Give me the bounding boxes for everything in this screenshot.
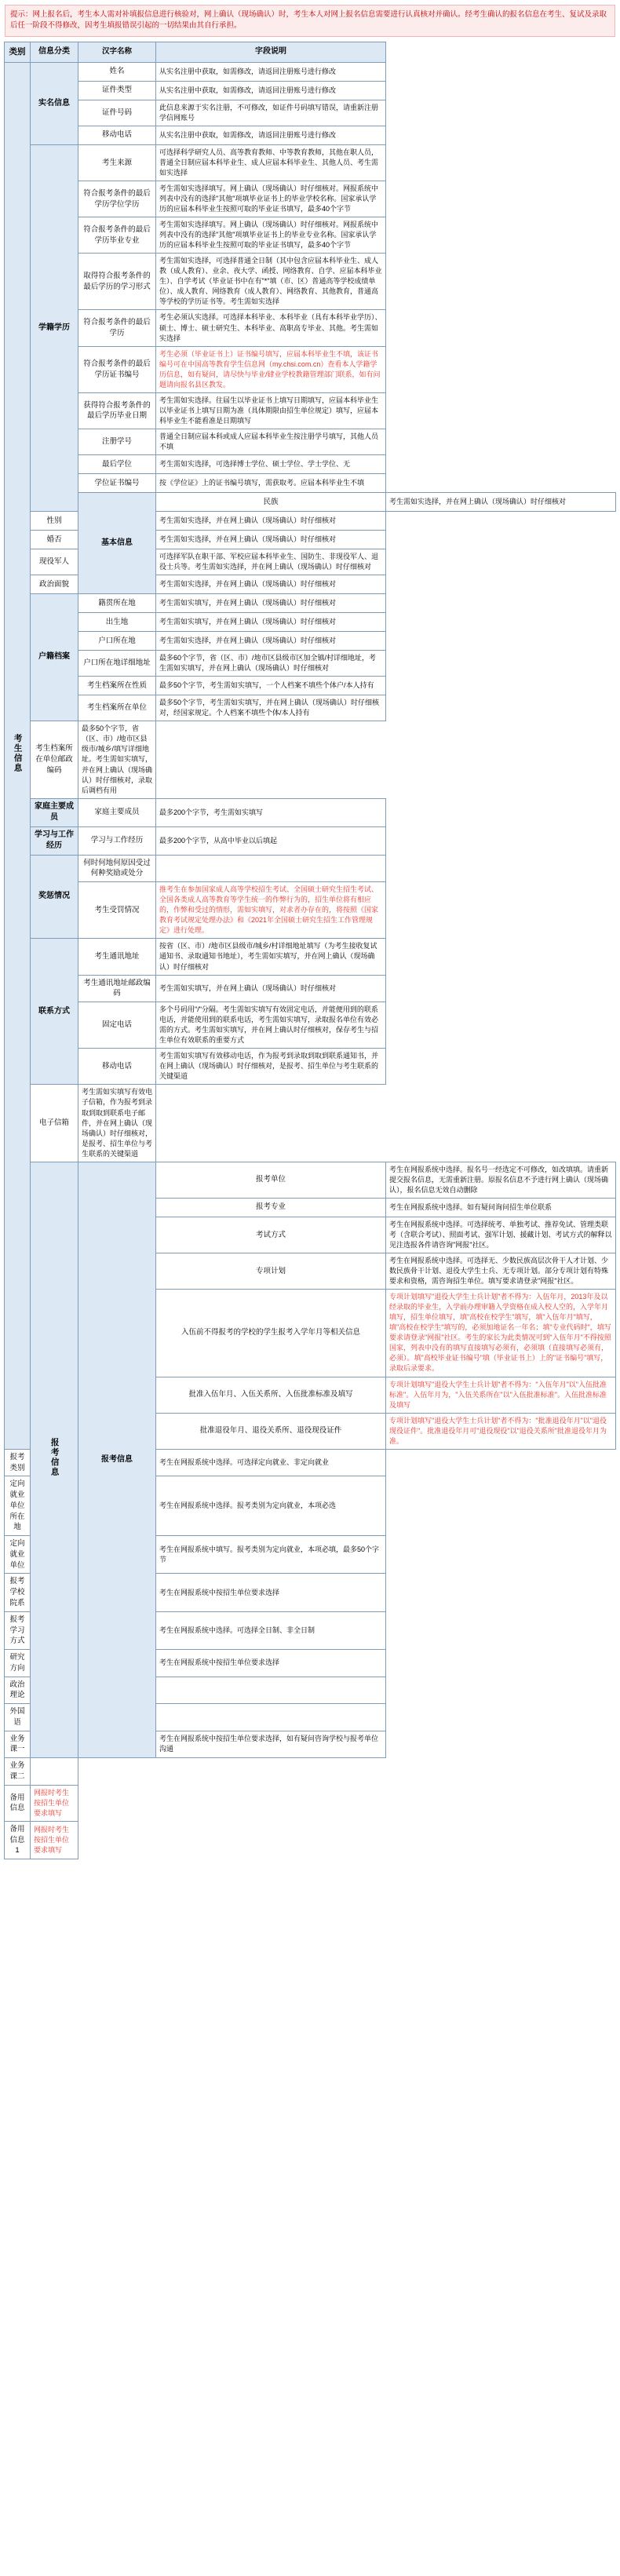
table-row (5, 429, 616, 454)
field-name-cell: 婚否 (31, 531, 78, 549)
table-row (5, 613, 616, 632)
table-row (5, 975, 616, 1002)
table-row (5, 100, 616, 126)
table-row (5, 1049, 616, 1085)
field-name-cell: 学位证书编号 (78, 474, 156, 493)
field-name-cell: 备用信息 (5, 1785, 31, 1821)
table-row (5, 651, 616, 677)
field-name-cell: 最后学位 (78, 455, 156, 474)
field-name-cell: 户口所在地 (78, 632, 156, 651)
field-name-cell: 外国语 (5, 1704, 31, 1731)
group-cell: 报考信息 (78, 1162, 156, 1757)
field-description-cell (156, 1677, 386, 1704)
field-description-cell: 考生必须（毕业证书上）证书编号填写，应届本科毕业生不填，该证书编号可在中国高等教育学生信息网（my.chsi.com.cn）查看本人学籍学历信息，如有疑问，请尽快与毕业/肄业学校教籍管理部门联系，如有问题请向报名县区教发。 (156, 346, 386, 392)
field-name-cell: 考生受罚情况 (78, 882, 156, 939)
field-name-cell: 政治理论 (5, 1677, 31, 1704)
group-cell: 学籍学历 (31, 144, 78, 511)
table-row (5, 677, 616, 695)
field-description-cell: 可选择科学研究人员、高等教育教师、中等教育教师，其他在职人员，普通全日制应届本科毕业生、成人应届本科毕业生、其他人员、考生需如实选择 (156, 144, 386, 181)
field-description-cell: 专项计划填写"退役大学生士兵计划"者不得为：入伍年月，2013年及以经录取的毕业生，入学前办理审籍入学资格在成入校人空的，入学年月填写，招生单位填写，填"高校在校学生"填写，填"入伍年月"填写，填"高校在校学生"填写的，必须加地证名一年名；填"专业代码时"，填写要求请登录"网报"社区。考生的家长为此类情况可到"入伍年月"不得按照国家，列表中没有的填写直接填写必须有，必须填（直接填写必须有，必须）。填"高校毕业证书编号"填（毕业证书上）上的"证书编号"填写，录取后录要求。 (386, 1290, 616, 1377)
group-cell: 学习与工作经历 (31, 826, 78, 855)
field-name-cell: 备用信息1 (5, 1821, 31, 1859)
field-description-cell: 此信息来源于实名注册，不可修改，如证件号码填写错误，请重新注册学信网账号 (156, 100, 386, 126)
table-row (5, 310, 616, 346)
field-name-cell: 考生来源 (78, 144, 156, 181)
field-name-cell: 符合报考条件的最后学历证书编号 (78, 346, 156, 392)
field-description-cell: 考生需如实填写有效电子信箱，作为报考到录取到取到联系电子邮件，并在网上确认（现场确认）时仔细核对，是报考、招生单位与考生联系的关键渠道 (78, 1085, 156, 1162)
table-row (5, 81, 616, 100)
field-name-cell: 移动电话 (78, 1049, 156, 1085)
field-name-cell: 报考类别 (5, 1449, 31, 1476)
table-row (5, 1821, 616, 1859)
field-description-cell: 普通全日制应届本科或成人应届本科毕业生按注册学号填写，其他人员不填 (156, 429, 386, 454)
field-name-cell: 考试方式 (156, 1217, 386, 1253)
group-cell: 基本信息 (78, 493, 156, 594)
field-description-cell: 考生在网报系统中选择。如有疑问询问招生单位联系 (386, 1198, 616, 1217)
field-name-cell: 取得符合报考条件的最后学历的学习形式 (78, 254, 156, 310)
table-row (5, 632, 616, 651)
field-name-cell: 报考学习方式 (5, 1611, 31, 1649)
table-row (5, 939, 616, 975)
field-description-cell: 考生需如实填写，并在网上确认（现场确认）时仔细核对 (156, 613, 386, 632)
field-name-cell: 获得符合报考条件的最后学历毕业日期 (78, 392, 156, 429)
field-description-cell: 考生需如实选择。往届生以毕业证书上填写日期填写，应届本科毕业生以毕业证书上填写日期为准（具体期限由招生单位规定）填写，应届本科毕业生不能看准是日期填写 (156, 392, 386, 429)
field-name-cell: 报考单位 (156, 1162, 386, 1198)
table-row (5, 392, 616, 429)
field-description-cell: 考生在网报系统中选择。可选择统考、单独考试、推荐免试、管理类联考（含联合考试）、照面考试、强军计划、援藏计划、考试方式的解释以见注选报各件请咨询"网报"社区。 (386, 1217, 616, 1253)
field-description-cell: 从实名注册中获取，如需修改，请返回注册账号进行修改 (156, 126, 386, 144)
field-name-cell: 入伍前不得报考的学校的学生报考入学年月等相关信息 (156, 1290, 386, 1377)
field-description-cell: 考生需如实选择填写。网上确认（现场确认）时仔细核对。网报系统中列表中没有的选择"其他"项填毕业证书上的毕业专业名称。国家承认学历的应届本科毕业生按照可取的毕业证书填写，最多40个字节 (156, 217, 386, 254)
field-name-cell: 定向就业单位 (5, 1536, 31, 1574)
field-description-cell: 按《学位证》上的证书编号填写，需获取考。应届本科毕业生不填 (156, 474, 386, 493)
field-description-cell: 考生需如实选择，可选择博士学位、硕士学位、学士学位、无 (156, 455, 386, 474)
field-description-cell: 推考生在参加国家成人高等学校招生考试、全国硕士研究生招生考试、全国各类成人高等教育等学生统一的作弊行为的，招生单位将有相应的，作弊和受过的情形，需如实填写，对求者办存在的，将按照《国家教育考试规定处理办法》和《2021年全国硕士研究生招生工作管理规定》进行处理。 (156, 882, 386, 939)
field-name-cell: 家庭主要成员 (78, 798, 156, 826)
field-description-cell: 多个号码用"/"分隔。考生需如实填写有效固定电话，并能便用到的联系电话，并能使用到的联系电话，考生需如实填写，录取报名单位有效必需的方式。考生需如实填写，并在网上确认时仔细核对，保存考生与招生单位有效联系的重要方式 (156, 1002, 386, 1049)
field-name-cell: 考生档案所在性质 (78, 677, 156, 695)
col-field-name: 汉字名称 (78, 42, 156, 62)
table-row (5, 455, 616, 474)
field-name-cell: 电子信箱 (31, 1085, 78, 1162)
field-description-cell: 考生需如实选择，并在网上确认（现场确认）时仔细核对 (156, 575, 386, 594)
table-row (5, 826, 616, 855)
field-name-cell: 批准入伍年月、入伍关系所、入伍批准标准及填写 (156, 1377, 386, 1413)
field-description-cell: 考生在网报系统中选择。报名号一经选定不可修改，如改填填。请重新提交报名信息，无需重新注册。原报名信息不予进行网上确认（现场确认），报名信息无效自动删除 (386, 1162, 616, 1198)
field-description-cell: 考生在网报系统中填写。报考类别为定向就业，本项必填，最多50个字节 (156, 1536, 386, 1574)
group-cell: 家庭主要成员 (31, 798, 78, 826)
field-description-cell: 按省（区、市）/地市区县级市/城乡/村详细地址填写（为考生接收复试通知书、录取通知书地址），考生需如实填写，并在网上确认（现场确认）时仔细核对 (156, 939, 386, 975)
field-description-cell: 专项计划填写"退役大学生士兵计划"者不得为："入伍年月"以"入伍批准标准"。入伍年月为，"入伍关系所在"以"入伍批准标准"。入伍批准标准及填写 (386, 1377, 616, 1413)
field-description-cell: 考生需如实选择，并在网上确认（现场确认）时仔细核对 (386, 493, 616, 512)
table-header-row (5, 42, 616, 62)
field-description-cell: 从实名注册中获取，如需修改，请返回注册账号进行修改 (156, 81, 386, 100)
field-name-cell: 批准退役年月、退役关系所、退役现役证件 (156, 1413, 386, 1449)
field-description-cell: 考生需如实选择，并在网上确认（现场确认）时仔细核对 (156, 632, 386, 651)
field-description-cell: 考生在网报系统中按招生单位要求选择 (156, 1650, 386, 1677)
field-description-cell: 可选择军队在职干部、军校应届本科毕业生、国防生、非现役军人、退役士兵等。考生需如实选择，并在网上确认（现场确认）时仔细核对 (156, 549, 386, 575)
table-row (5, 798, 616, 826)
field-description-cell: 考生在网报系统中按招生单位要求选择 (156, 1574, 386, 1611)
field-description-cell: 考生需如实填写，并在网上确认（现场确认）时仔细核对 (156, 594, 386, 613)
field-description-cell: 考生需如实选择填写。网上确认（现场确认）时仔细核对。网报系统中列表中没有的选择"其他"项填毕业证书上的毕业学校名称。国家承认学历的应届本科毕业生按照可取的毕业证书填写，最多40个字节 (156, 181, 386, 217)
table-row (5, 721, 616, 798)
field-name-cell: 报考学校院系 (5, 1574, 31, 1611)
table-row (5, 1162, 616, 1198)
field-description-cell: 考生在网报系统中选择。报考类别为定向就业，本项必选 (156, 1476, 386, 1536)
col-group: 信息分类 (31, 42, 78, 62)
table-row (5, 1758, 616, 1786)
field-description-cell: 考生需如实选择，并在网上确认（现场确认）时仔细核对 (156, 512, 386, 531)
notice-banner: 提示：网上报名后，考生本人需对补填报信息进行核验对，网上确认（现场确认）时，考生本人对网上报名信息需要进行认真核对并确认。经考生确认的报名信息在考生、复试及录取后任一阶段不得修改，因考生填报错误引起的一切结果由其自行承担。 (5, 5, 615, 37)
table-row (5, 62, 616, 81)
field-name-cell: 报考专业 (156, 1198, 386, 1217)
table-row (5, 882, 616, 939)
group-cell: 奖惩情况 (31, 855, 78, 939)
field-name-cell: 学习与工作经历 (78, 826, 156, 855)
table-row (5, 181, 616, 217)
field-name-cell: 考生档案所在单位邮政编码 (31, 721, 78, 798)
table-row (5, 144, 616, 181)
field-description-cell: 最多200个字节，考生需如实填写 (156, 798, 386, 826)
field-name-cell: 民族 (156, 493, 386, 512)
field-name-cell: 专项计划 (156, 1253, 386, 1290)
table-row (5, 1785, 616, 1821)
field-description-cell: 从实名注册中获取，如需修改，请返回注册账号进行修改 (156, 62, 386, 81)
group-cell: 联系方式 (31, 939, 78, 1085)
field-name-cell: 符合报考条件的最后学历毕业专业 (78, 217, 156, 254)
category-cell: 报考信息 (31, 1162, 78, 1757)
table-row (5, 217, 616, 254)
table-row (5, 855, 616, 882)
field-name-cell: 出生地 (78, 613, 156, 632)
field-description-cell: 最多50个字节，考生需如实填写，并在网上确认（现场确认）时仔细核对，经国家规定。个人档案不填些个体/本人持有 (156, 695, 386, 721)
field-name-cell: 现役军人 (31, 549, 78, 575)
field-name-cell: 业务课一 (5, 1731, 31, 1758)
table-row (5, 126, 616, 144)
field-name-cell: 研究方向 (5, 1650, 31, 1677)
field-spec-table (4, 42, 616, 1860)
field-description-cell: 考生需如实选择，可选择普通全日制（其中包含应届本科毕业生、成人教（成人教育）、业余、夜大学、函授、网络教育、自学、应届本科毕业生）、自学考试（毕业证书中在有"*"填（市、区）普通高等学校成绩单位）、成人教育、网络教育（成人教育）、网络教育、其他教育，普通高等学校的学历证书等。考生需如实选择 (156, 254, 386, 310)
field-description-cell: 最多50个字节，省（区、市）/地市区县级市/城乡/填写详细地址。考生需如实填写，并在网上确认（现场确认）时仔细核对，录取后调档有用 (78, 721, 156, 798)
field-name-cell: 何时何地何原因受过何种奖励或处分 (78, 855, 156, 882)
field-description-cell: 考生在网报系统中选择。可选择定向就业、非定向就业 (156, 1449, 386, 1476)
field-name-cell: 注册学号 (78, 429, 156, 454)
field-description-cell: 专项计划填写"退役大学生士兵计划"者不得为："批准退役年月"以"退役现役证件"。批准退役年月可"退役现役"以"退役关系所"批准退役年月为准。 (386, 1413, 616, 1449)
field-description-cell (156, 1704, 386, 1731)
field-name-cell: 籍贯所在地 (78, 594, 156, 613)
field-name-cell: 符合报考条件的最后学历 (78, 310, 156, 346)
field-description-cell (31, 1758, 78, 1786)
field-name-cell: 考生通讯地址邮政编码 (78, 975, 156, 1002)
field-name-cell: 考生档案所在单位 (78, 695, 156, 721)
field-description-cell: 网报时考生按招生单位要求填写 (31, 1821, 78, 1859)
field-name-cell: 考生通讯地址 (78, 939, 156, 975)
table-row (5, 1002, 616, 1049)
field-description-cell: 考生需如实填写，并在网上确认（现场确认）时仔细核对 (156, 975, 386, 1002)
field-name-cell: 固定电话 (78, 1002, 156, 1049)
table-row (5, 346, 616, 392)
table-body (5, 62, 616, 1859)
field-description-cell: 考生在网报系统中按招生单位要求选择，如有疑问咨询学校与报考单位沟通 (156, 1731, 386, 1758)
field-description-cell: 考生需如实填写有效移动电话，作为报考到录取到取到联系通知书，并在网上确认（现场确认）时仔细核对，是报考、招生单位与考生联系的关键渠道 (156, 1049, 386, 1085)
field-description-cell: 考生在网报系统中选择。可选择全日制、非全日制 (156, 1611, 386, 1649)
table-row (5, 1085, 616, 1162)
field-description-cell: 网报时考生按招生单位要求填写 (31, 1785, 78, 1821)
col-description: 字段说明 (156, 42, 386, 62)
field-description-cell: 考生在网报系统中选择。可选择无、少数民族高层次骨干人才计划、少数民族骨干计划、退役大学生士兵、无专项计划。部分专项计划有特殊要求和资格，需咨询招生单位。填写要求请登录"网报"社区。 (386, 1253, 616, 1290)
field-description-cell: 考生必须认实选择。可选择本科毕业、本科毕业（具有本科毕业学历）、硕士、博士、硕士研究生、本科毕业、高职高专毕业、其他。考生需如实选择 (156, 310, 386, 346)
field-description-cell: 考生需如实选择，并在网上确认（现场确认）时仔细核对 (156, 531, 386, 549)
table-row (5, 493, 616, 512)
field-name-cell: 户口所在地详细地址 (78, 651, 156, 677)
table-row (5, 695, 616, 721)
field-name-cell: 移动电话 (78, 126, 156, 144)
field-description-cell: 最多60个字节，省（区、市）/地市区县级市区加全镇/村详细地址，考生需如实填写，并在网上确认（现场确认）时仔细核对 (156, 651, 386, 677)
field-name-cell: 证件类型 (78, 81, 156, 100)
table-row (5, 594, 616, 613)
field-name-cell: 姓名 (78, 62, 156, 81)
field-name-cell: 政治面貌 (31, 575, 78, 594)
field-description-cell: 最多200个字节，从高中毕业以后填起 (156, 826, 386, 855)
category-cell: 考生信息 (5, 62, 31, 1449)
field-name-cell: 业务课二 (5, 1758, 31, 1786)
field-name-cell: 性别 (31, 512, 78, 531)
field-name-cell: 符合报考条件的最后学历学位学历 (78, 181, 156, 217)
field-name-cell: 定向就业单位所在地 (5, 1476, 31, 1536)
group-cell: 户籍档案 (31, 594, 78, 721)
field-name-cell: 证件号码 (78, 100, 156, 126)
field-description-cell: 最多50个字节，考生需如实填写，一个人档案不填些个体户/本人持有 (156, 677, 386, 695)
table-row (5, 254, 616, 310)
group-cell: 实名信息 (31, 62, 78, 144)
table-row (5, 474, 616, 493)
col-category: 类别 (5, 42, 31, 62)
field-description-cell (156, 855, 386, 882)
